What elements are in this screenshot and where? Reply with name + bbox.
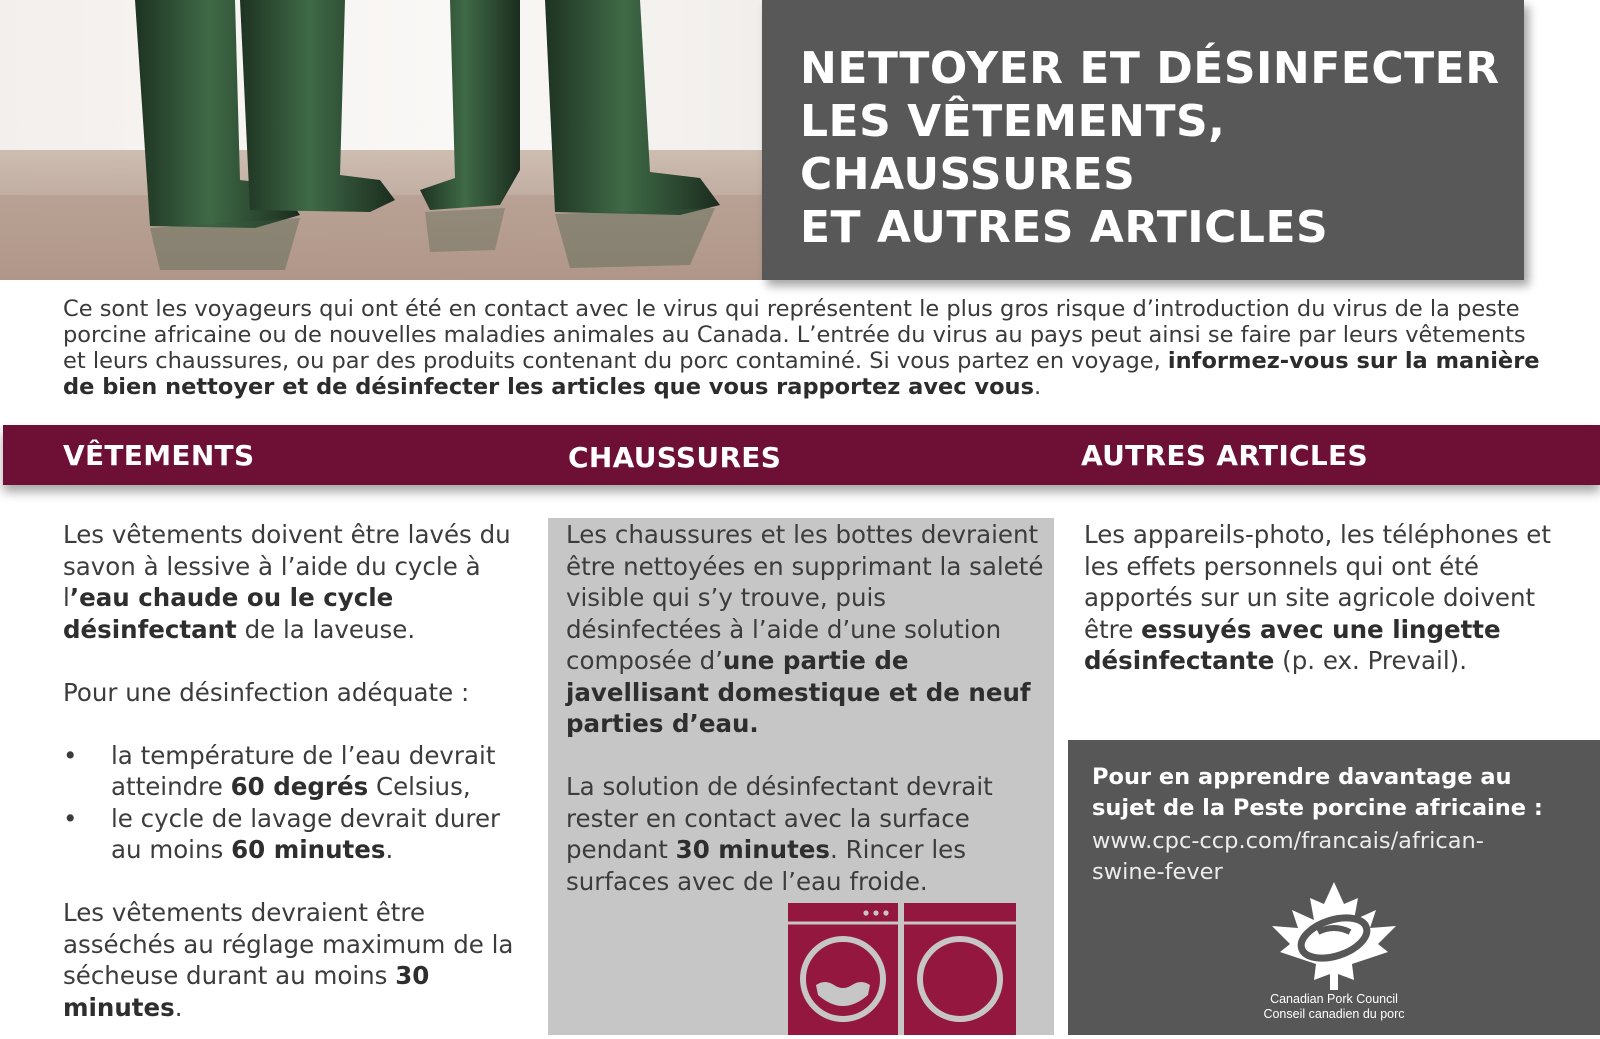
- intro-end: .: [1033, 374, 1042, 400]
- title-line: NETTOYER ET DÉSINFECTER: [800, 43, 1500, 94]
- text: Les vêtements doivent être lavés du savon à lessive à l’aide du cycle à l: [63, 520, 511, 612]
- heading-chaussures: CHAUSSURES: [568, 441, 782, 474]
- text: .: [385, 835, 394, 864]
- bullet-icon: •: [63, 803, 78, 833]
- list-item: [63, 740, 523, 803]
- chaussures-paragraph-2: [566, 771, 1046, 897]
- text: Les chaussures et les bottes devraient être nettoyées en supprimant la saleté visible qui s’y trouve, puis désinfectées à l’aide d’une solution composée d’: [566, 520, 1044, 675]
- emphasis: 30 minutes: [675, 835, 830, 864]
- text: (p. ex. Prevail).: [1274, 646, 1468, 675]
- text: La solution de désinfectant devrait rester en contact avec la surface pendant: [566, 772, 993, 864]
- bullet-icon: •: [63, 740, 78, 770]
- more-info-panel: [1068, 740, 1600, 1035]
- more-info-link[interactable]: www.cpc-ccp.com/francais/african-swine-fever: [1092, 828, 1484, 885]
- maple-leaf-logo: [1266, 880, 1402, 996]
- emphasis: 60 degrés: [230, 772, 369, 801]
- emphasis: une partie de javellisant domestique et de neuf parties d’eau.: [566, 646, 1031, 738]
- vetements-paragraph-3: [63, 897, 523, 1023]
- chaussures-paragraph-1: [566, 519, 1046, 740]
- logo-text-en: Canadian Pork Council: [1270, 992, 1398, 1006]
- text: .: [174, 992, 183, 1022]
- emphasis: essuyés avec une lingette désinfectante: [1084, 614, 1501, 675]
- washer-dryer-icon: [788, 903, 1016, 1039]
- page-title: [800, 42, 1510, 254]
- intro-emphasis: informez-vous sur la manière de bien nettoyer et de désinfecter les articles que vous rapportez avec vous: [63, 348, 1540, 400]
- emphasis: 30 minutes: [63, 961, 430, 1022]
- vetements-paragraph-2: Pour une désinfection adéquate :: [63, 677, 470, 707]
- text: Les appareils-photo, les téléphones et les effets personnels qui ont été apportés sur un site agricole doivent être: [1084, 520, 1551, 644]
- title-line: CHAUSSURES: [800, 149, 1136, 200]
- hero-boots-photo: [0, 0, 762, 280]
- emphasis: 60 minutes: [231, 835, 386, 864]
- title-line: ET AUTRES ARTICLES: [800, 202, 1329, 253]
- text: . Rincer les surfaces avec de l’eau froide.: [566, 835, 966, 896]
- autres-paragraph-1: [1084, 519, 1554, 677]
- text: Les vêtements devraient être asséchés au réglage maximum de la sécheuse durant au moins: [63, 898, 514, 990]
- vetements-column: [63, 519, 523, 1023]
- heading-vetements: VÊTEMENTS: [63, 439, 255, 472]
- heading-autres-articles: AUTRES ARTICLES: [1081, 439, 1368, 472]
- chaussures-column: [566, 519, 1046, 897]
- vetements-paragraph-1: [63, 519, 523, 645]
- vetements-bullet-list: [63, 740, 523, 866]
- section-header-band: [3, 425, 1600, 485]
- logo-text-fr: Conseil canadien du porc: [1263, 1007, 1405, 1021]
- autres-articles-column: [1084, 519, 1554, 677]
- title-panel: [762, 0, 1524, 280]
- intro-paragraph: [63, 296, 1543, 400]
- text: le cycle de lavage devrait durer au moins: [111, 803, 501, 864]
- text: de la laveuse.: [236, 614, 416, 644]
- emphasis: ’eau chaude ou le cycle désinfectant: [63, 583, 394, 644]
- intro-text: Ce sont les voyageurs qui ont été en contact avec le virus qui représentent le plus gros risque d’introduction du virus de la peste porcine africaine ou de nouvelles maladies animales au Canada. L’entrée du virus au pays peut ainsi se faire par leurs vêtements et leurs chaussures, ou par des produits contenant du porc contaminé. Si vous partez en voyage,: [63, 296, 1526, 374]
- title-line: LES VÊTEMENTS,: [800, 96, 1226, 147]
- text: Celsius,: [368, 772, 471, 801]
- text: la température de l’eau devrait atteindre: [111, 740, 496, 801]
- more-info-title: Pour en apprendre davantage au sujet de la Peste porcine africaine :: [1092, 764, 1543, 821]
- list-item: [63, 803, 523, 866]
